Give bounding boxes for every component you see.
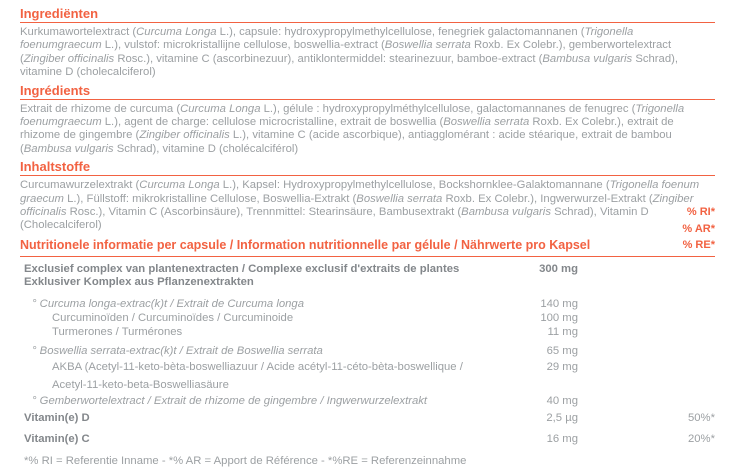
row-amount: 29 mg	[546, 361, 578, 374]
row-amount: 300 mg	[539, 262, 578, 275]
row-label: ° Boswellia serrata-extrac(k)t / Extrait de Boswellia serrata	[32, 344, 323, 357]
ingredients-heading-de: Inhaltstoffe	[20, 159, 715, 176]
row-label: ° Curcuma longa-extrac(k)t / Extrait de Curcuma longa	[32, 297, 304, 310]
row-label: Turmerones / Turmérones	[52, 325, 183, 338]
table-row-curcuma	[20, 298, 715, 311]
row-amount: 100 mg	[540, 312, 578, 325]
table-row-boswellia	[20, 345, 715, 358]
nutrition-header	[20, 206, 715, 257]
row-amount: 11 mg	[547, 325, 578, 338]
row-label: Exclusief complex van plantenextracten / Complexe exclusif d'extraits de plantes Exklusiver Komplex aus Pflanzenextrakten	[24, 262, 460, 289]
row-amount: 140 mg	[540, 297, 578, 310]
ar-label: % AR*	[682, 222, 715, 235]
reference-intake-labels	[678, 204, 715, 254]
row-percent: 50%*	[687, 411, 715, 424]
reference-intake-footnote: *% RI = Referentie Inname - *% AR = Apport de Référence - *%RE = Referenzeinnahme	[24, 455, 467, 468]
row-label: Vitamin(e) D	[24, 411, 90, 424]
row-label: Curcuminoïden / Curcuminoïdes / Curcuminoide	[52, 312, 294, 325]
row-amount: 2,5 µg	[546, 411, 578, 424]
row-amount: 65 mg	[546, 344, 578, 357]
row-label: ° Gemberwortelextract / Extrait de rhizome de gingembre / Ingwerwurzelextrakt	[32, 395, 428, 408]
re-label: % RE*	[682, 239, 715, 252]
ingredients-paragraph-de: Curcumawurzelextrakt (Curcuma Longa L.), Kapsel: Hydroxypropylmethylcellulose, Bockshornklee-Galaktomannane (Trigonella foenum graecum L.), Füllstoff: mikrokristalline Cellulose, Boswellia-Extrakt (Boswellia serrata Roxb. Ex Colebr.), Ingwerwurzel-Extrakt (Zingiber officinalis Rosc.), Vitamin C (Ascorbinsäure), Trennmittel: Stearinsäure, Bambusextrakt (Bambusa vulgaris Schrad), Vitamin D (Cholecalciferol)	[20, 179, 700, 232]
ri-label: % RI*	[686, 206, 715, 219]
table-row-vitamin-d	[20, 412, 715, 425]
table-row-curcuminoids	[20, 312, 715, 325]
row-label: Vitamin(e) C	[24, 432, 90, 445]
ingredients-paragraph-nl: Kurkumawortelextract (Curcuma Longa L.), capsule: hydroxypropylmethylcellulose, fenegriek galactomannanen (Trigonella foenumgraecum L.), vulstof: microkristallijne cellulose, boswellia-extract (Boswellia serrata Roxb. Ex Colebr.), gemberwortelextract (Zingiber officinalis Rosc.), vitamine C (ascorbinezuur), antiklontermiddel: stearinezuur, bamboe-extract (Bambusa vulgaris Schrad), vitamine D (cholecalciferol)	[20, 26, 679, 79]
nutrition-title: Nutritionele informatie per capsule / Information nutritionnelle par gélule / Nährwerte pro Kapsel	[20, 237, 591, 252]
ingredients-paragraph-fr: Extrait de rhizome de curcuma (Curcuma Longa L.), gélule : hydroxypropylméthylcellulose, galactomannanes de fenugrec (Trigonella foenumgraecum L.), agent de charge: cellulose microcristalline, extrait de boswellia (Boswellia serrata Roxb. Ex Colebr.), extrait de rhizome de gingembre (Zingiber officinalis L.), vitamine C (acide ascorbique), antiagglomérant : acide stéarique, extrait de bambou (Bambusa vulgaris Schrad), vitamine D (cholécalciférol)	[20, 102, 685, 155]
row-label: AKBA (Acetyl-11-keto-bèta-boswelliazuur / Acide acétyl-11-céto-bèta-boswellique / Acetyl-11-keto-beta-Boswelliasäure	[52, 361, 463, 391]
row-percent: 20%*	[687, 432, 715, 445]
table-row-akba	[20, 361, 715, 392]
ingredients-heading-fr: Ingrédients	[20, 83, 715, 100]
table-row-vitamin-c	[20, 433, 715, 446]
nutrition-table	[20, 263, 715, 469]
ingredients-heading-nl: Ingrediënten	[20, 6, 715, 23]
table-row-plant-complex	[20, 263, 715, 290]
row-amount: 16 mg	[546, 432, 578, 445]
table-row-turmerones	[20, 326, 715, 339]
table-row-ginger	[20, 395, 715, 408]
row-amount: 40 mg	[546, 395, 578, 408]
